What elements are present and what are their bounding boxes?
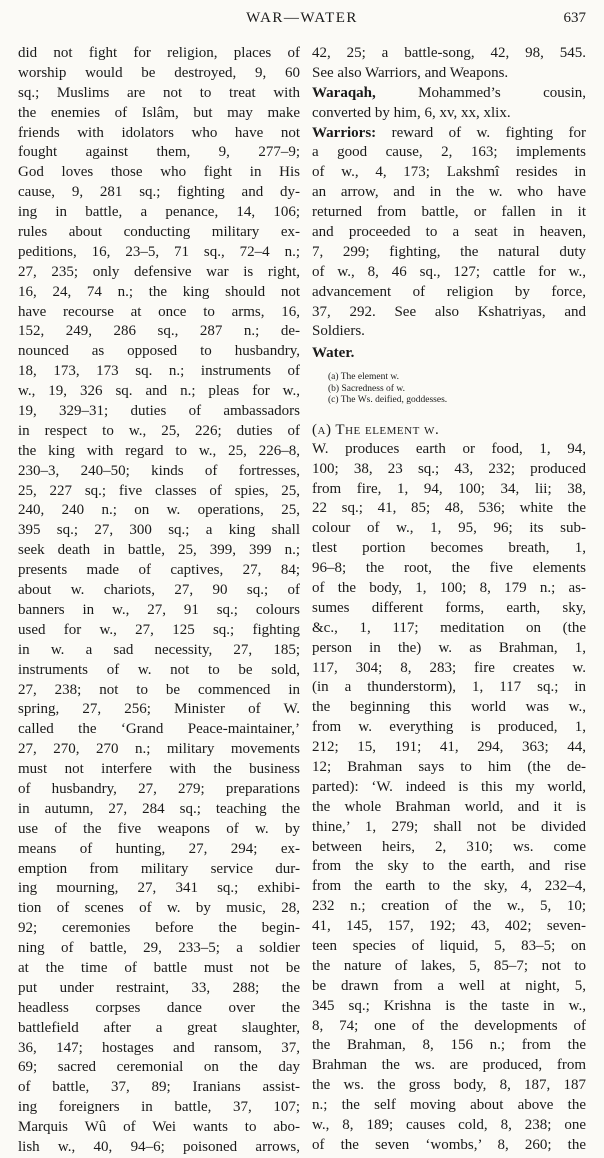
text-line: 18, 173, 173 sq. n.; instruments of (18, 363, 300, 380)
text-line: fought against them, 9, 277–9; (18, 144, 300, 161)
text-line: the king with regard to w., 25, 226–8, (18, 442, 300, 459)
text-line: 37, 292. See also Kshatriyas, and (312, 303, 586, 320)
text-line: 345 sq.; Krishna is the taste in w., (312, 997, 586, 1014)
text-line: of battle, 37, 89; Iranians assist- (18, 1079, 300, 1096)
text-line: 22 sq.; 41, 85; 48, 536; white the (312, 500, 586, 517)
entry-waraqah (312, 84, 586, 124)
entry-warriors (312, 124, 586, 343)
text-line: peditions, 16, 23–5, 71 sq., 72–4 n.; (18, 243, 300, 260)
text-line: of the seven ‘wombs,’ 8, 260; the (312, 1136, 586, 1153)
text-line: the beginning this world was w., (312, 699, 586, 716)
text-line: rules about conducting military ex- (18, 224, 300, 241)
text-line: colour of w., 1, 95, 96; its sub- (312, 520, 586, 537)
text-line: the whole Brahman world, and it is (312, 798, 586, 815)
text-line: w., 19, 326 sq. and n.; pleas for w., (18, 383, 300, 400)
text-line: the enemies of Islâm, but may make (18, 104, 300, 121)
text-line: presents made of captives, 27, 84; (18, 562, 300, 579)
text-line: advancement of religion by force, (312, 283, 586, 300)
text-line: ning of battle, 29, 233–5; a soldier (18, 940, 300, 957)
page-number: 637 (563, 10, 586, 26)
text-line: nounced as opposed to husbandry, (18, 343, 300, 360)
text-line: 100; 38, 23 sq.; 43, 232; produced (312, 460, 586, 477)
text-line: 96–8; the root, the five elements (312, 560, 586, 577)
section-heading-element: (a) The element w. (312, 421, 440, 438)
text-line: ing mourning, 27, 341 sq.; exhibi- (18, 880, 300, 897)
text-line: the ws. the gross body, 8, 187, 187 (312, 1077, 586, 1094)
text-line: in w. a sad necessity, 27, 185; (18, 641, 300, 658)
text-line: battlefield after a great slaughter, (18, 1019, 300, 1036)
text-line: 212; 15, 191; 41, 294, 363; 44, (312, 739, 586, 756)
entry-water (312, 344, 586, 1155)
running-header (0, 8, 604, 30)
text-line: 36, 147; hostages and ransom, 37, (18, 1039, 300, 1056)
text-line: in respect to w., 25, 226; duties of (18, 422, 300, 439)
text-line: Marquis Wû of Wei wants to abo- (18, 1119, 300, 1136)
text-line: returned from battle, or fallen in it (312, 204, 586, 221)
text-line: friends with idolators who have not (18, 124, 300, 141)
text-line: headless corpses dance over the (18, 999, 300, 1016)
water-subdivisions (312, 372, 586, 407)
subdivision-item: (a) The element w. (328, 372, 399, 383)
text-line: 230–3, 240–50; kinds of fortresses, (18, 462, 300, 479)
text-line: 25, 227 sq.; five classes of spies, 25, (18, 482, 300, 499)
text-line: instruments of w. not to be sold, (18, 661, 300, 678)
text-line: Soldiers. (312, 323, 365, 340)
headword-warriors: Warriors: (312, 124, 377, 141)
text-line: w., 8, 189; causes cold, 8, 238; one (312, 1117, 586, 1134)
warriors-text-1: reward of w. fighting for (376, 124, 586, 141)
text-line: emption from military service dur- (18, 860, 300, 877)
text-line: from the sky to the earth, and rise (312, 858, 586, 875)
text-line: 395 sq.; 27, 300 sq.; a king shall (18, 522, 300, 539)
text-line: must not interfere with the business (18, 761, 300, 778)
text-line: W. produces earth or food, 1, 94, (312, 440, 586, 457)
text-line: 19, 329–31; duties of ambassadors (18, 403, 300, 420)
text-line: 12; Brahman says to him (the de- (312, 759, 586, 775)
text-line: 27, 238; not to be commenced in (18, 681, 300, 698)
waraqah-text-1: Mohammed’s cousin, (375, 84, 586, 101)
text-line: 117, 304; 8, 283; fire creates w. (312, 659, 586, 676)
text-line: spring, 27, 256; Minister of W. (18, 701, 300, 718)
text-line: did not fight for religion, places of (18, 45, 300, 61)
text-line: 41, 145, 157, 192; 43, 402; seven- (312, 918, 586, 935)
right-column (312, 44, 586, 1156)
text-line: lish w., 40, 94–6; poisoned arrows, (18, 1138, 300, 1155)
text-line: from fire, 1, 94, 100; 34, lii; 38, (312, 480, 586, 497)
text-line: in autumn, 27, 284 sq.; teaching the (18, 800, 300, 817)
text-line: of w., 8, 46 sq., 127; cattle for w., (312, 263, 586, 280)
war-entry-continuation (312, 44, 586, 84)
text-line: n.; the self moving about above the (312, 1097, 586, 1114)
text-line: 7, 299; fighting, the natural duty (312, 243, 586, 260)
waraqah-text-2: converted by him, 6, xv, xx, xlix. (312, 104, 511, 121)
text-line: See also Warriors, and Weapons. (312, 64, 509, 81)
water-section-a-text (312, 440, 586, 1156)
text-line: tlest portion becomes breath, 1, (312, 540, 586, 557)
text-line: seek death in battle, 25, 399, 399 n.; (18, 542, 300, 559)
text-line: at the time of battle must not be (18, 959, 300, 976)
running-head-title: WAR—WATER (246, 10, 358, 26)
text-line: the nature of lakes, 5, 85–7; not to (312, 957, 586, 974)
text-line: worship would be destroyed, 9, 60 (18, 64, 300, 81)
text-line: Brahman the ws. are produced, from (312, 1057, 586, 1074)
text-line: 8, 74; one of the developments of (312, 1017, 586, 1034)
text-line: put under restraint, 33, 288; the (18, 979, 300, 996)
text-line: 27, 235; only defensive war is right, (18, 263, 300, 280)
text-line: called the ‘Grand Peace-maintainer,’ (18, 721, 300, 738)
text-line: sumes different forms, earth, sky, (312, 599, 586, 616)
text-line: sq.; Muslims are not to treat with (18, 84, 300, 101)
text-line: teen species of liquid, 5, 83–5; on (312, 938, 586, 955)
text-line: of husbandry, 27, 279; preparations (18, 780, 300, 797)
text-line: God loves those who fight in His (18, 164, 300, 181)
text-line: means of hunting, 27, 294; ex- (18, 840, 300, 857)
text-line: tion of scenes of w. by music, 28, (18, 900, 300, 917)
text-line: between heirs, 2, 310; ws. come (312, 838, 586, 855)
text-line: ing foreigners in battle, 37, 107; (18, 1099, 300, 1116)
text-line: cause, 9, 281 sq.; fighting and dy- (18, 184, 300, 201)
text-line: use of the five weapons of w. by (18, 820, 300, 837)
text-line: 69; sacred ceremonial on the day (18, 1059, 300, 1076)
text-line: from w. everything is produced, 1, (312, 719, 586, 736)
text-line: of the body, 1, 100; 8, 179 n.; as- (312, 579, 586, 596)
text-line: person in the) w. as Brahman, 1, (312, 639, 586, 656)
text-line: &c., 1, 117; meditation on (the (312, 619, 586, 636)
text-line: an arrow, and in the w. who have (312, 184, 586, 201)
text-line: 240, 240 n.; on w. operations, 25, (18, 502, 300, 519)
text-line: 42, 25; a battle-song, 42, 98, 545. (312, 45, 586, 61)
text-line: and proceeded to a seat in heaven, (312, 224, 586, 241)
text-line: 27, 270, 270 n.; military movements (18, 741, 300, 758)
text-line: of w., 4, 173; Lakshmî resides in (312, 164, 586, 181)
subdivision-item: (b) Sacredness of w. (328, 383, 405, 394)
text-line: 232 n.; creation of the w., 5, 10; (312, 898, 586, 915)
headword-waraqah: Waraqah, (312, 84, 376, 101)
text-line: from the earth to the sky, 4, 232–4, (312, 878, 586, 895)
text-line: (in a thunderstorm), 1, 117 sq.; in (312, 679, 586, 696)
text-line: the Brahman, 8, 156 n.; from the (312, 1037, 586, 1054)
text-line: about w. chariots, 27, 90 sq.; of (18, 582, 300, 599)
text-line: thine,’ 1, 279; shall not be divided (312, 818, 586, 835)
text-line: a good cause, 2, 163; implements (312, 144, 586, 161)
text-line: have recourse at once to arms, 16, (18, 303, 300, 320)
text-line: banners in w., 27, 91 sq.; colours (18, 601, 300, 618)
headword-water: Water. (312, 345, 355, 362)
subdivision-item: (c) The Ws. deified, goddesses. (328, 395, 448, 406)
text-line: 92; ceremonies before the begin- (18, 920, 300, 937)
text-line: ing in battle, a penance, 14, 106; (18, 204, 300, 221)
text-line: be drawn from a well at night, 5, (312, 977, 586, 994)
text-line: 16, 24, 74 n.; the king should not (18, 283, 300, 300)
text-line: used for w., 27, 125 sq.; fighting (18, 621, 300, 638)
left-column (18, 44, 300, 1158)
text-line: parted): ‘W. indeed is this my world, (312, 778, 586, 795)
text-line: 152, 249, 286 sq., 287 n.; de- (18, 323, 300, 340)
